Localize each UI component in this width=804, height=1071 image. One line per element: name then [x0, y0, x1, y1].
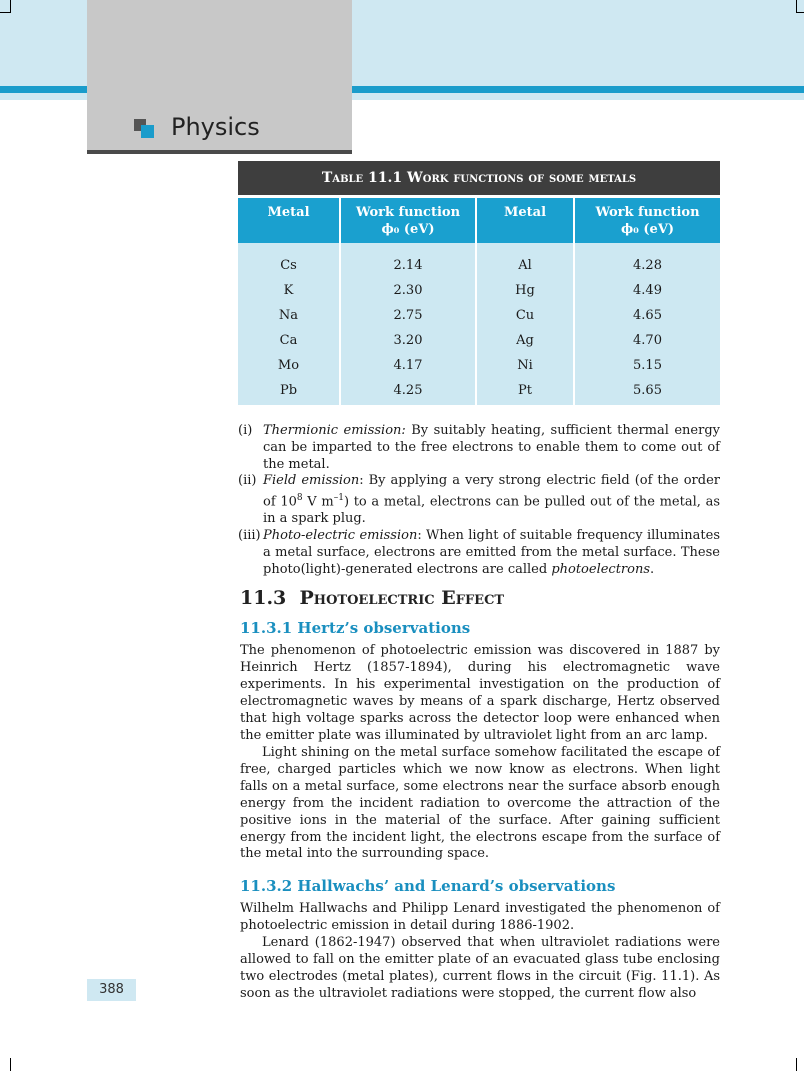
- section-heading: [240, 587, 504, 609]
- table-cell: 2.14: [393, 258, 423, 273]
- table-column: [575, 243, 720, 405]
- header-cell: Metal: [477, 198, 575, 243]
- header-cell: Metal: [238, 198, 341, 243]
- list-term: Photo-electric emission: [263, 528, 418, 544]
- list-marker: (iii): [238, 528, 261, 544]
- table-cell: 5.65: [633, 383, 662, 398]
- table-caption: Table 11.1 Work functions of some metals: [238, 161, 720, 195]
- table-cell: Pt: [518, 383, 532, 398]
- table-cell: Cu: [515, 308, 535, 323]
- header-cell: Work function ϕ₀ (eV): [595, 205, 700, 237]
- crop-mark: [0, 0, 11, 13]
- superscript: –1: [333, 493, 344, 504]
- table-cell: Al: [518, 258, 532, 273]
- table-cell: 4.70: [633, 333, 662, 348]
- table-cell: 4.17: [393, 358, 423, 373]
- work-function-table: [238, 161, 720, 405]
- table-cell: 4.25: [393, 383, 423, 398]
- list-item: [238, 473, 720, 528]
- section-title: Physics: [171, 113, 260, 141]
- list-marker: (ii): [238, 473, 257, 489]
- list-text: .: [650, 561, 655, 577]
- section-title-text: Photoelectric Effect: [299, 587, 505, 609]
- paragraph: Wilhelm Hallwachs and Philipp Lenard investigated the phenomenon of photoelectric emission in detail during 1886-1902.: [240, 901, 720, 933]
- crop-mark: [796, 1058, 804, 1071]
- table-cell: Mo: [277, 358, 300, 373]
- table-cell: K: [283, 283, 294, 298]
- table-cell: Hg: [515, 283, 535, 298]
- crop-mark: [796, 0, 804, 13]
- list-text: ) to a metal, electrons can be pulled out of the metal, as in a spark plug.: [263, 494, 720, 527]
- list-text: V m: [302, 494, 334, 510]
- table-cell: 2.30: [393, 283, 423, 298]
- list-term: photoelectrons: [551, 561, 651, 577]
- page-number: 388: [87, 979, 136, 1001]
- table-cell: Ag: [516, 333, 534, 348]
- superscript: 8: [296, 493, 303, 504]
- list-text: By suitably heating, sufficient thermal energy can be imparted to the free electrons to enable them to come out of the metal.: [263, 423, 721, 472]
- section-number: 11.3: [240, 587, 287, 609]
- table-cell: 4.65: [633, 308, 662, 323]
- paragraph: Light shining on the metal surface somehow facilitated the escape of free, charged particles which we now know as electrons. When light falls on a metal surface, some electrons near the surface absorb enough energy from the incident radiation to overcome the attraction of the positive ions in the material of the surface. After gaining sufficient energy from the incident light, the electrons escape from the surface of the metal into the surrounding space.: [240, 745, 720, 862]
- list-item: [238, 528, 720, 578]
- emission-list: [238, 423, 720, 579]
- table-body: [238, 243, 720, 405]
- squares-logo-icon: [134, 119, 154, 139]
- table-cell: Cs: [280, 258, 297, 273]
- list-text: : When light of suitable frequency illuminates a metal surface, electrons are emitted from the metal surface. These photo(light)-generated electrons are called: [263, 528, 720, 577]
- subsection-heading: 11.3.2 Hallwachs’ and Lenard’s observations: [240, 877, 616, 895]
- table-cell: 4.28: [633, 258, 662, 273]
- list-item: [238, 423, 720, 473]
- section-tab-rule: [87, 150, 352, 154]
- header-cell: Work function ϕ₀ (eV): [341, 198, 477, 243]
- list-marker: (i): [238, 423, 253, 438]
- table-cell: Pb: [279, 383, 298, 398]
- list-text: : By applying a very strong electric field (of the order of 10: [263, 473, 720, 510]
- table-cell: Ca: [279, 333, 298, 348]
- list-term: Field emission: [263, 473, 360, 489]
- table-column: [238, 243, 341, 405]
- subsection-heading: 11.3.1 Hertz’s observations: [240, 619, 471, 637]
- table-cell: 4.49: [633, 283, 662, 298]
- paragraph: The phenomenon of photoelectric emission was discovered in 1887 by Heinrich Hertz (1857-1894), during his electromagnetic wave experiments. In his experimental investigation on the production of electromagnetic waves by means of a spark discharge, Hertz observed that high voltage sparks across the detector loop were enhanced when the emitter plate was illuminated by ultraviolet light from an arc lamp.: [240, 643, 720, 743]
- table-cell: Na: [278, 308, 299, 323]
- table-column: [341, 243, 477, 405]
- table-cell: Ni: [517, 358, 533, 373]
- table-column: [477, 243, 575, 405]
- crop-mark: [0, 1058, 11, 1071]
- paragraph: Lenard (1862-1947) observed that when ultraviolet radiations were allowed to fall on the emitter plate of an evacuated glass tube enclosing two electrodes (metal plates), current flows in the circuit (Fig. 11.1). As soon as the ultraviolet radiations were stopped, the current flow also: [240, 935, 720, 1001]
- table-header-row: [238, 198, 720, 243]
- table-cell: 5.15: [633, 358, 662, 373]
- list-term: Thermionic emission:: [263, 423, 406, 438]
- table-cell: 3.20: [393, 333, 423, 348]
- table-cell: 2.75: [393, 308, 423, 323]
